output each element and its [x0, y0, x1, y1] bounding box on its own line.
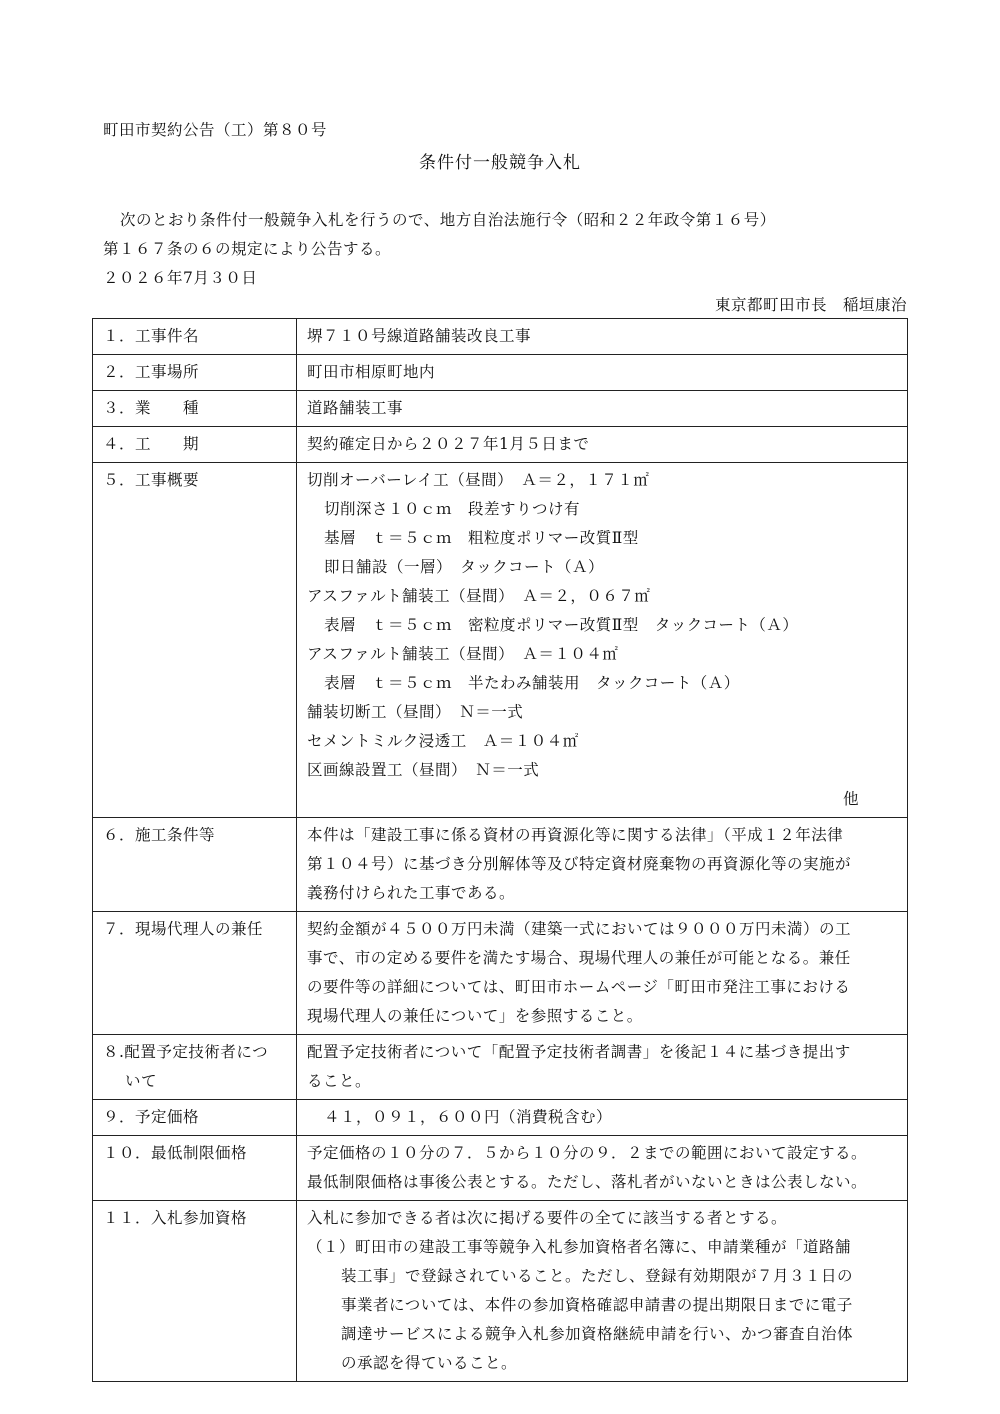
- text-line: 第１０４号）に基づき分別解体等及び特定資材廃棄物の再資源化等の実施が: [307, 855, 852, 873]
- table-row: [93, 912, 908, 1035]
- row-value: [297, 463, 908, 818]
- row-label: [93, 1035, 297, 1100]
- text-line: 本件は「建設工事に係る資材の再資源化等に関する法律」（平成１２年法律: [307, 826, 844, 844]
- text-line: 予定価格の１０分の７．５から１０分の９．２までの範囲において設定する。: [307, 1144, 868, 1162]
- overview-line: 即日舗設（一層） タックコート（Ａ）: [324, 558, 604, 576]
- row-label: ７．現場代理人の兼任: [93, 912, 297, 1035]
- row-value: 契約確定日から２０２７年1月５日まで: [297, 427, 908, 463]
- contract-details-table: [92, 318, 908, 1382]
- subitem-line: 装工事」で登録されていること。ただし、登録有効期限が７月３１日の: [341, 1267, 854, 1285]
- text-line: 現場代理人の兼任について」を参照すること。: [307, 1007, 643, 1025]
- row-value: [297, 818, 908, 912]
- text-line: 配置予定技術者について「配置予定技術者調書」を後記１４に基づき提出す: [307, 1043, 851, 1061]
- label-line: ８.配置予定技術者につ: [103, 1043, 269, 1061]
- estimated-price: ４１，０９１，６００円（消費税含む）: [324, 1108, 613, 1126]
- overview-line: 表層 ｔ＝５ｃｍ 半たわみ舗装用 タックコート（Ａ）: [324, 674, 740, 692]
- text-line: 契約金額が４５００万円未満（建築一式においては９０００万円未満）の工: [307, 920, 852, 938]
- table-row: [93, 818, 908, 912]
- signer: 東京都町田市長 稲垣康治: [714, 296, 907, 314]
- overview-line: 区画線設置工（昼間） Ｎ＝一式: [307, 761, 540, 779]
- subitem-line: 事業者については、本件の参加資格確認申請書の提出期限日までに電子: [341, 1296, 853, 1314]
- row-label: ３．業 種: [93, 391, 297, 427]
- row-value: 堺７１０号線道路舗装改良工事: [297, 319, 908, 355]
- table-row: [93, 1136, 908, 1201]
- overview-line: 表層 ｔ＝５ｃｍ 密粒度ポリマー改質Ⅱ型 タックコート（Ａ）: [324, 616, 799, 634]
- intro-line: 次のとおり条件付一般競争入札を行うので、地方自治法施行令（昭和２２年政令第１６号）: [120, 211, 776, 229]
- text-line: 事で、市の定める要件を満たす場合、現場代理人の兼任が可能となる。兼任: [307, 949, 851, 967]
- row-label: ２．工事場所: [93, 355, 297, 391]
- overview-other: 他: [842, 790, 859, 808]
- notice-date: ２０２６年7月３０日: [103, 269, 258, 287]
- row-label: １．工事件名: [93, 319, 297, 355]
- text-line: ること。: [307, 1072, 372, 1090]
- document-title: 条件付一般競争入札: [419, 153, 581, 173]
- subitem-line: 調達サービスによる競争入札参加資格継続申請を行い、かつ審査自治体: [341, 1325, 854, 1343]
- table-row: [93, 319, 908, 355]
- subitem-line: の承認を得ていること。: [341, 1354, 518, 1372]
- label-line: いて: [125, 1072, 158, 1090]
- row-value: [297, 912, 908, 1035]
- text-line: 入札に参加できる者は次に掲げる要件の全てに該当する者とする。: [307, 1209, 788, 1227]
- table-row: [93, 427, 908, 463]
- intro-paragraph: [103, 206, 913, 293]
- overview-line: 舗装切断工（昼間） Ｎ＝一式: [307, 703, 524, 721]
- text-line: 義務付けられた工事である。: [307, 884, 516, 902]
- row-value: [297, 1136, 908, 1201]
- row-label: １０．最低制限価格: [93, 1136, 297, 1201]
- row-label: ５．工事概要: [93, 463, 297, 818]
- table-row: [93, 1100, 908, 1136]
- overview-line: 切削深さ１０ｃｍ 段差すりつけ有: [324, 500, 581, 518]
- table-row: [93, 1201, 908, 1382]
- row-value: [297, 1201, 908, 1382]
- notice-number: 町田市契約公告（工）第８０号: [103, 121, 328, 139]
- intro-line: 第１６７条の６の規定により公告する。: [103, 240, 392, 258]
- row-label: ４．工 期: [93, 427, 297, 463]
- subitem-line: （１）町田市の建設工事等競争入札参加資格者名簿に、申請業種が「道路舗: [307, 1238, 852, 1256]
- table-row: [93, 355, 908, 391]
- table-row: [93, 391, 908, 427]
- overview-line: アスファルト舗装工（昼間） Ａ＝１０４㎡: [307, 645, 619, 663]
- row-value: [297, 1035, 908, 1100]
- row-value: [297, 1100, 908, 1136]
- overview-line: アスファルト舗装工（昼間） Ａ＝２，０６７㎡: [307, 587, 651, 605]
- row-value: 町田市相原町地内: [297, 355, 908, 391]
- row-value: 道路舗装工事: [297, 391, 908, 427]
- overview-line: 切削オーバーレイ工（昼間） Ａ＝２，１７１㎡: [307, 471, 650, 489]
- row-label: ６．施工条件等: [93, 818, 297, 912]
- text-line: の要件等の詳細については、町田市ホームページ「町田市発注工事における: [307, 978, 851, 996]
- row-label: １１．入札参加資格: [93, 1201, 297, 1382]
- table-row: [93, 1035, 908, 1100]
- overview-line: セメントミルク浸透工 Ａ＝１０４㎡: [307, 732, 579, 750]
- text-line: 最低制限価格は事後公表とする。ただし、落札者がいないときは公表しない。: [307, 1173, 868, 1191]
- overview-line: 基層 ｔ＝５ｃｍ 粗粒度ポリマー改質Ⅱ型: [324, 529, 639, 547]
- table-row: [93, 463, 908, 818]
- row-label: ９．予定価格: [93, 1100, 297, 1136]
